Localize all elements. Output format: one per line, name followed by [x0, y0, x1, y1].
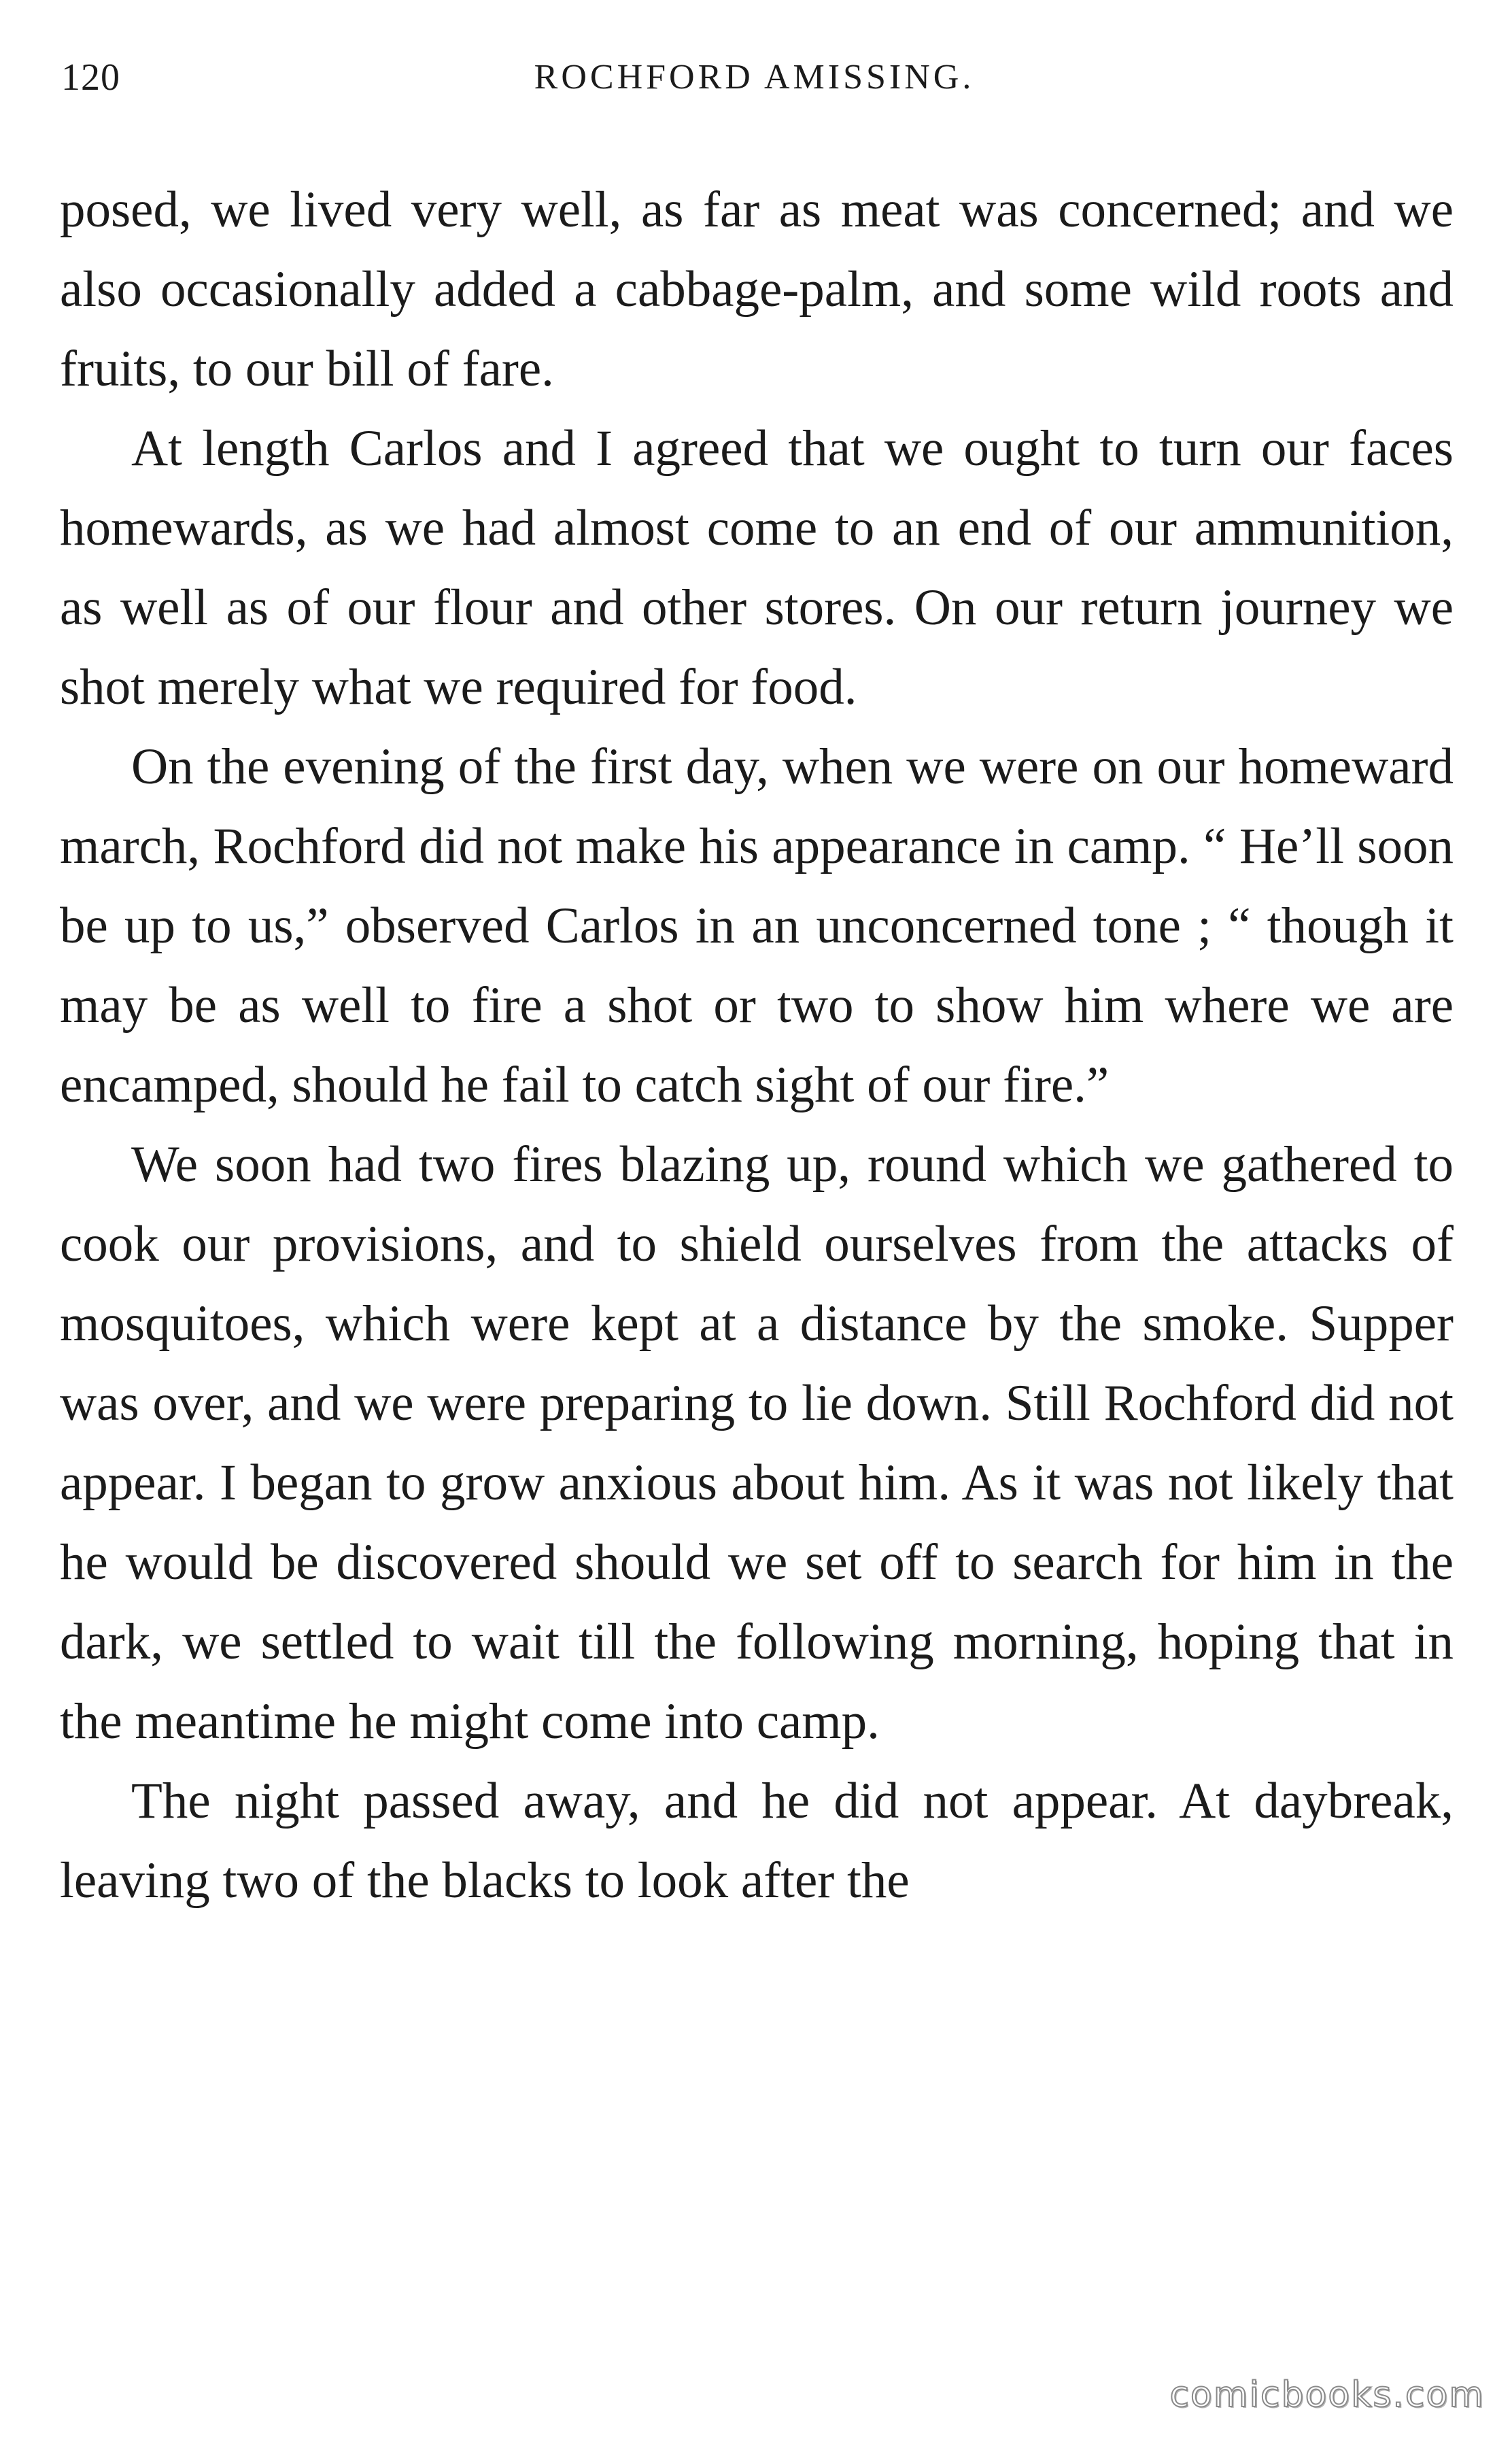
running-head	[61, 50, 1447, 105]
watermark-logo: comicbooks.com	[1169, 2375, 1485, 2415]
running-title: ROCHFORD AMISSING.	[534, 58, 975, 97]
paragraph-1: posed, we lived very well, as far as meat was concerned; and we also occasionally added a cabbage-palm, and some wild roots and fruits, to our bill of fare.	[60, 182, 1454, 397]
page-number: 120	[61, 56, 120, 99]
body-text	[60, 170, 1454, 1920]
paragraph-5: The night passed away, and he did not appear. At daybreak, leaving two of the blacks to look after the	[60, 1773, 1454, 1909]
paragraph-4: We soon had two fires blazing up, round which we gathered to cook our provisions, and to shield ourselves from the attacks of mosquitoes, which were kept at a distance by the smoke. Supper was over, and we were preparing to lie down. Still Rochford did not appear. I began to grow anxious about him. As it was not likely that he would be discovered should we set off to search for him in the dark, we settled to wait till the following morning, hoping that in the meantime he might come into camp.	[60, 1136, 1454, 1750]
paragraph-3: On the evening of the first day, when we were on our homeward march, Rochford did not make his appearance in camp. “ He’ll soon be up to us,” observed Carlos in an unconcerned tone ; “ though it may be as well to fire a shot or two to show him where we are encamped, should he fail to catch sight of our fire.”	[60, 738, 1454, 1113]
paragraph-2: At length Carlos and I agreed that we ought to turn our faces homewards, as we had almost come to an end of our ammunition, as well as of our flour and other stores. On our return journey we shot merely what we required for food.	[60, 420, 1454, 715]
